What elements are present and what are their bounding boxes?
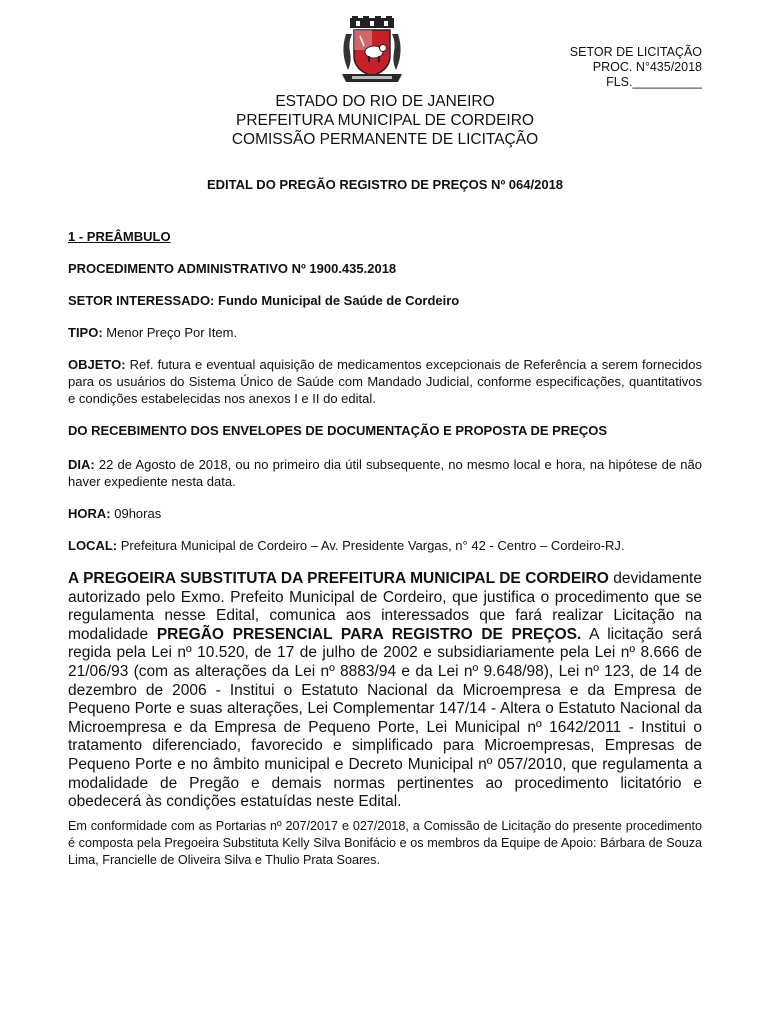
process-number: PROC. N°435/2018 bbox=[592, 60, 702, 74]
institution-heading bbox=[0, 92, 770, 149]
tipo-label: TIPO: bbox=[68, 325, 103, 340]
commission-name: COMISSÃO PERMANENTE DE LICITAÇÃO bbox=[231, 131, 539, 148]
hora-label: HORA: bbox=[68, 506, 111, 521]
state-name: ESTADO DO RIO DE JANEIRO bbox=[275, 93, 495, 110]
setor-text: SETOR INTERESSADO: Fundo Municipal de Saúde de Cordeiro bbox=[68, 293, 460, 308]
objeto-label: OBJETO: bbox=[68, 357, 126, 372]
tipo-value: Menor Preço Por Item. bbox=[106, 325, 238, 340]
procedimento-line bbox=[68, 260, 702, 277]
dia-label: DIA: bbox=[68, 457, 95, 472]
document-title: EDITAL DO PREGÃO REGISTRO DE PREÇOS Nº 064/2018 bbox=[206, 177, 564, 192]
local-label: LOCAL: bbox=[68, 538, 118, 553]
prefecture-name: PREFEITURA MUNICIPAL DE CORDEIRO bbox=[236, 112, 534, 129]
sector-line: SETOR DE LICITAÇÃO bbox=[569, 45, 702, 59]
setor-line bbox=[68, 292, 702, 309]
local-value: Prefeitura Municipal de Cordeiro – Av. Presidente Vargas, n° 42 - Centro – Cordeiro-RJ. bbox=[120, 538, 625, 553]
municipal-coat-of-arms-icon bbox=[338, 16, 406, 84]
section-heading bbox=[68, 228, 702, 245]
main-lead: A PREGOEIRA SUBSTITUTA DA PREFEITURA MUNICIPAL DE CORDEIRO bbox=[68, 570, 609, 587]
hora-line bbox=[68, 505, 702, 522]
page-field: FLS.__________ bbox=[606, 75, 702, 89]
local-line bbox=[68, 537, 702, 554]
dia-value: 22 de Agosto de 2018, ou no primeiro dia útil subsequente, no mesmo local e hora, na hipótese de não haver expediente nesta data. bbox=[68, 457, 702, 489]
dia-paragraph bbox=[68, 456, 702, 490]
hora-value: 09horas bbox=[114, 506, 162, 521]
main-text-1: devidamente autorizado pelo Exmo. Prefeito Municipal de Cordeiro, que justifica o procedimento que se regulamenta nesse Edital, comunica aos interessados que fará realizar Licitação na modalidade bbox=[68, 570, 702, 643]
procedimento-text: PROCEDIMENTO ADMINISTRATIVO Nº 1900.435.2018 bbox=[68, 261, 397, 276]
objeto-paragraph bbox=[68, 356, 702, 407]
objeto-value: Ref. futura e eventual aquisição de medicamentos excepcionais de Referência a serem fornecidos para os usuários do Sistema Único de Saúde com Mandado Judicial, conforme especificações, quantitativos e condições estabelecidas nos anexos I e II do edital. bbox=[68, 357, 702, 406]
main-modality: PREGÃO PRESENCIAL PARA REGISTRO DE PREÇOS. bbox=[156, 625, 582, 643]
main-text-2: A licitação será regida pela Lei nº 10.520, de 17 de julho de 2002 e subsidiariamente pela Lei nº 8.666 de 21/06/93 (com as alterações da Lei nº 8883/94 e da Lei nº 9.648/98), Lei nº 123, de 14 de dezembro de 2006 - Institui o Estatuto Nacional da Microempresa e da Empresa de Pequeno Porte e suas alterações, Lei Complementar 147/14 - Altera o Estatuto Nacional da Microempresa e da Empresa de Pequeno Porte, Lei Municipal nº 1642/2011 - Institui o tratamento diferenciado, favorecido e simplificado para Microempresas, Empresas de Pequeno Porte e no âmbito municipal e Decreto Municipal nº 057/2010, que regulamenta a modalidade de Pregão e demais normas pertinentes ao procedimento licitatório e obedecerá às condições estatuídas neste Edital. bbox=[68, 625, 703, 811]
portarias-paragraph: Em conformidade com as Portarias nº 207/2017 e 027/2018, a Comissão de Licitação do presente procedimento é composta pela Pregoeira Substituta Kelly Silva Bonifácio e os membros da Equipe de Apoio: Bárbara de Souza Lima, Francielle de Oliveira Silva e Thulio Prata Soares. bbox=[68, 819, 702, 867]
sector-stamp bbox=[570, 45, 702, 90]
main-paragraph bbox=[68, 570, 702, 812]
section-title: 1 - PREÂMBULO bbox=[68, 229, 171, 244]
tipo-line bbox=[68, 324, 702, 341]
recebimento-heading bbox=[68, 422, 702, 439]
recebimento-title: DO RECEBIMENTO DOS ENVELOPES DE DOCUMENTAÇÃO E PROPOSTA DE PREÇOS bbox=[68, 423, 608, 438]
